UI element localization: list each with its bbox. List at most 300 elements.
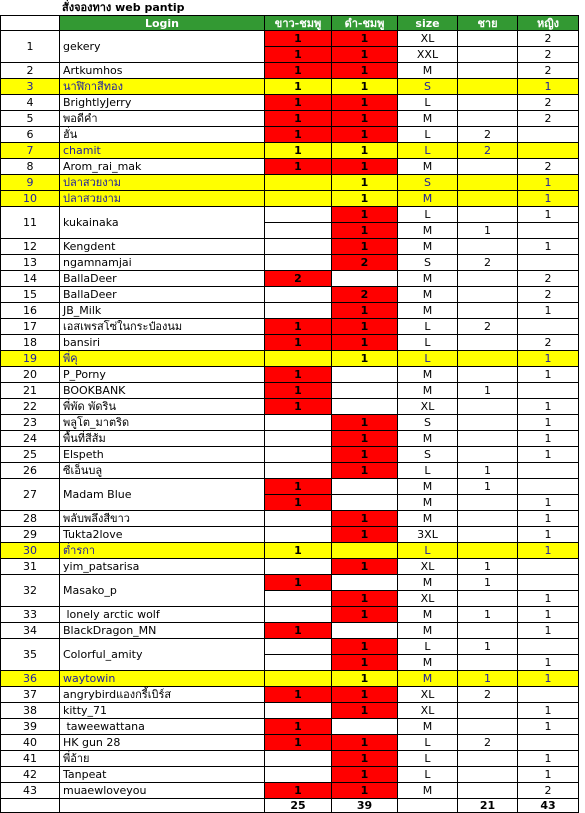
login-cell[interactable]: bansiri: [60, 335, 265, 351]
size-cell[interactable]: XXL: [398, 47, 458, 63]
size-cell[interactable]: S: [398, 447, 458, 463]
white-pink-qty-cell[interactable]: [265, 559, 332, 575]
size-cell[interactable]: 3XL: [398, 527, 458, 543]
login-cell[interactable]: พี่อ้าย: [60, 751, 265, 767]
order-number-cell[interactable]: 19: [0, 351, 60, 367]
male-qty-cell[interactable]: [458, 287, 518, 303]
header-female[interactable]: หญิง: [518, 15, 579, 31]
male-qty-cell[interactable]: [458, 79, 518, 95]
white-pink-qty-cell[interactable]: 1: [265, 95, 332, 111]
male-qty-cell[interactable]: 2: [458, 143, 518, 159]
black-pink-qty-cell[interactable]: 1: [332, 463, 398, 479]
size-cell[interactable]: XL: [398, 703, 458, 719]
login-cell[interactable]: BlackDragon_MN: [60, 623, 265, 639]
male-qty-cell[interactable]: [458, 591, 518, 607]
white-pink-qty-cell[interactable]: [265, 639, 332, 655]
black-pink-qty-cell[interactable]: 1: [332, 431, 398, 447]
female-qty-cell[interactable]: 2: [518, 47, 579, 63]
female-qty-cell[interactable]: [518, 383, 579, 399]
female-qty-cell[interactable]: [518, 687, 579, 703]
black-pink-qty-cell[interactable]: [332, 383, 398, 399]
white-pink-qty-cell[interactable]: 2: [265, 271, 332, 287]
female-qty-cell[interactable]: 2: [518, 287, 579, 303]
black-pink-qty-cell[interactable]: 1: [332, 511, 398, 527]
size-cell[interactable]: L: [398, 319, 458, 335]
login-cell[interactable]: kukainaka: [60, 207, 265, 239]
order-number-cell[interactable]: 40: [0, 735, 60, 751]
white-pink-qty-cell[interactable]: [265, 351, 332, 367]
male-qty-cell[interactable]: [458, 191, 518, 207]
black-pink-qty-cell[interactable]: 1: [332, 783, 398, 799]
login-cell[interactable]: ต่ำรกา: [60, 543, 265, 559]
size-cell[interactable]: M: [398, 223, 458, 239]
size-cell[interactable]: M: [398, 431, 458, 447]
female-qty-cell[interactable]: 2: [518, 271, 579, 287]
male-qty-cell[interactable]: [458, 47, 518, 63]
login-cell[interactable]: พี่พัด พัดริน: [60, 399, 265, 415]
order-number-cell[interactable]: 18: [0, 335, 60, 351]
size-cell[interactable]: L: [398, 735, 458, 751]
order-number-cell[interactable]: 7: [0, 143, 60, 159]
size-cell[interactable]: M: [398, 63, 458, 79]
header-black-pink[interactable]: ดำ-ชมพู: [332, 15, 398, 31]
login-cell[interactable]: HK gun 28: [60, 735, 265, 751]
login-cell[interactable]: BOOKBANK: [60, 383, 265, 399]
login-cell[interactable]: ซีเอ็นบลู: [60, 463, 265, 479]
size-cell[interactable]: XL: [398, 559, 458, 575]
order-number-cell[interactable]: 37: [0, 687, 60, 703]
order-number-cell[interactable]: 20: [0, 367, 60, 383]
size-cell[interactable]: XL: [398, 31, 458, 47]
male-qty-cell[interactable]: [458, 111, 518, 127]
white-pink-qty-cell[interactable]: 1: [265, 31, 332, 47]
white-pink-qty-cell[interactable]: 1: [265, 79, 332, 95]
order-number-cell[interactable]: 3: [0, 79, 60, 95]
total-male[interactable]: 21: [458, 799, 518, 813]
black-pink-qty-cell[interactable]: 1: [332, 767, 398, 783]
total-white-pink[interactable]: 25: [265, 799, 332, 813]
female-qty-cell[interactable]: 2: [518, 159, 579, 175]
login-cell[interactable]: BrightlyJerry: [60, 95, 265, 111]
black-pink-qty-cell[interactable]: [332, 271, 398, 287]
female-qty-cell[interactable]: 1: [518, 399, 579, 415]
size-cell[interactable]: S: [398, 415, 458, 431]
male-qty-cell[interactable]: 1: [458, 575, 518, 591]
male-qty-cell[interactable]: [458, 751, 518, 767]
female-qty-cell[interactable]: [518, 639, 579, 655]
login-cell[interactable]: yim_patsarisa: [60, 559, 265, 575]
female-qty-cell[interactable]: 1: [518, 623, 579, 639]
white-pink-qty-cell[interactable]: 1: [265, 367, 332, 383]
white-pink-qty-cell[interactable]: 1: [265, 335, 332, 351]
white-pink-qty-cell[interactable]: 1: [265, 687, 332, 703]
order-number-cell[interactable]: 1: [0, 31, 60, 63]
female-qty-cell[interactable]: [518, 143, 579, 159]
white-pink-qty-cell[interactable]: 1: [265, 111, 332, 127]
white-pink-qty-cell[interactable]: [265, 287, 332, 303]
order-number-cell[interactable]: 13: [0, 255, 60, 271]
size-cell[interactable]: M: [398, 287, 458, 303]
black-pink-qty-cell[interactable]: 1: [332, 95, 398, 111]
order-number-cell[interactable]: 38: [0, 703, 60, 719]
female-qty-cell[interactable]: 1: [518, 671, 579, 687]
female-qty-cell[interactable]: [518, 223, 579, 239]
login-cell[interactable]: เอสเพรสโซ่ในกระป๋องนม: [60, 319, 265, 335]
female-qty-cell[interactable]: 1: [518, 175, 579, 191]
order-number-cell[interactable]: 17: [0, 319, 60, 335]
female-qty-cell[interactable]: 1: [518, 655, 579, 671]
size-cell[interactable]: XL: [398, 591, 458, 607]
size-cell[interactable]: M: [398, 111, 458, 127]
white-pink-qty-cell[interactable]: 1: [265, 127, 332, 143]
white-pink-qty-cell[interactable]: [265, 703, 332, 719]
login-cell[interactable]: angrybirdแองกรี้เบิร์ส: [60, 687, 265, 703]
login-cell[interactable]: พี่คุ: [60, 351, 265, 367]
login-cell[interactable]: ngamnamjai: [60, 255, 265, 271]
male-qty-cell[interactable]: [458, 415, 518, 431]
white-pink-qty-cell[interactable]: [265, 223, 332, 239]
female-qty-cell[interactable]: [518, 735, 579, 751]
male-qty-cell[interactable]: [458, 335, 518, 351]
male-qty-cell[interactable]: 1: [458, 559, 518, 575]
white-pink-qty-cell[interactable]: 1: [265, 47, 332, 63]
female-qty-cell[interactable]: 1: [518, 495, 579, 511]
female-qty-cell[interactable]: 1: [518, 591, 579, 607]
white-pink-qty-cell[interactable]: 1: [265, 735, 332, 751]
order-number-cell[interactable]: 43: [0, 783, 60, 799]
total-female[interactable]: 43: [518, 799, 579, 813]
black-pink-qty-cell[interactable]: 1: [332, 239, 398, 255]
order-number-cell[interactable]: 32: [0, 575, 60, 607]
male-qty-cell[interactable]: [458, 31, 518, 47]
total-black-pink[interactable]: 39: [332, 799, 398, 813]
size-cell[interactable]: M: [398, 607, 458, 623]
male-qty-cell[interactable]: [458, 303, 518, 319]
order-number-cell[interactable]: 28: [0, 511, 60, 527]
size-cell[interactable]: M: [398, 367, 458, 383]
totals-blank-cell[interactable]: [398, 799, 458, 813]
white-pink-qty-cell[interactable]: [265, 415, 332, 431]
male-qty-cell[interactable]: [458, 207, 518, 223]
black-pink-qty-cell[interactable]: 1: [332, 159, 398, 175]
female-qty-cell[interactable]: 1: [518, 191, 579, 207]
female-qty-cell[interactable]: 2: [518, 335, 579, 351]
male-qty-cell[interactable]: 2: [458, 687, 518, 703]
male-qty-cell[interactable]: [458, 351, 518, 367]
size-cell[interactable]: M: [398, 623, 458, 639]
white-pink-qty-cell[interactable]: 1: [265, 319, 332, 335]
order-number-cell[interactable]: 11: [0, 207, 60, 239]
order-number-cell[interactable]: 31: [0, 559, 60, 575]
white-pink-qty-cell[interactable]: [265, 191, 332, 207]
female-qty-cell[interactable]: 1: [518, 543, 579, 559]
black-pink-qty-cell[interactable]: 1: [332, 143, 398, 159]
female-qty-cell[interactable]: 1: [518, 447, 579, 463]
black-pink-qty-cell[interactable]: 1: [332, 591, 398, 607]
male-qty-cell[interactable]: 1: [458, 383, 518, 399]
female-qty-cell[interactable]: [518, 559, 579, 575]
login-cell[interactable]: ปลาสวยงาม: [60, 191, 265, 207]
login-cell[interactable]: JB_Milk: [60, 303, 265, 319]
size-cell[interactable]: XL: [398, 687, 458, 703]
black-pink-qty-cell[interactable]: 1: [332, 735, 398, 751]
size-cell[interactable]: L: [398, 95, 458, 111]
header-size[interactable]: size: [398, 15, 458, 31]
black-pink-qty-cell[interactable]: 1: [332, 111, 398, 127]
female-qty-cell[interactable]: 1: [518, 415, 579, 431]
white-pink-qty-cell[interactable]: 1: [265, 383, 332, 399]
totals-blank-cell[interactable]: [0, 799, 60, 813]
black-pink-qty-cell[interactable]: [332, 719, 398, 735]
male-qty-cell[interactable]: [458, 767, 518, 783]
black-pink-qty-cell[interactable]: 1: [332, 175, 398, 191]
female-qty-cell[interactable]: 1: [518, 751, 579, 767]
female-qty-cell[interactable]: 1: [518, 303, 579, 319]
size-cell[interactable]: S: [398, 255, 458, 271]
white-pink-qty-cell[interactable]: [265, 431, 332, 447]
male-qty-cell[interactable]: [458, 495, 518, 511]
male-qty-cell[interactable]: [458, 511, 518, 527]
order-number-cell[interactable]: 35: [0, 639, 60, 671]
size-cell[interactable]: L: [398, 463, 458, 479]
male-qty-cell[interactable]: [458, 527, 518, 543]
black-pink-qty-cell[interactable]: [332, 623, 398, 639]
login-cell[interactable]: พลูโต_มาตริด: [60, 415, 265, 431]
black-pink-qty-cell[interactable]: [332, 495, 398, 511]
order-number-cell[interactable]: 14: [0, 271, 60, 287]
order-number-cell[interactable]: 41: [0, 751, 60, 767]
order-number-cell[interactable]: 5: [0, 111, 60, 127]
white-pink-qty-cell[interactable]: [265, 511, 332, 527]
order-number-cell[interactable]: 23: [0, 415, 60, 431]
black-pink-qty-cell[interactable]: 1: [332, 655, 398, 671]
login-cell[interactable]: Tanpeat: [60, 767, 265, 783]
totals-blank-cell[interactable]: [60, 799, 265, 813]
female-qty-cell[interactable]: 2: [518, 95, 579, 111]
female-qty-cell[interactable]: 1: [518, 511, 579, 527]
black-pink-qty-cell[interactable]: 1: [332, 703, 398, 719]
male-qty-cell[interactable]: [458, 447, 518, 463]
female-qty-cell[interactable]: 2: [518, 783, 579, 799]
male-qty-cell[interactable]: [458, 239, 518, 255]
male-qty-cell[interactable]: [458, 175, 518, 191]
login-cell[interactable]: ฮั่น: [60, 127, 265, 143]
login-cell[interactable]: ปลาสวยงาม: [60, 175, 265, 191]
white-pink-qty-cell[interactable]: 1: [265, 623, 332, 639]
female-qty-cell[interactable]: [518, 479, 579, 495]
order-number-cell[interactable]: 12: [0, 239, 60, 255]
size-cell[interactable]: S: [398, 175, 458, 191]
white-pink-qty-cell[interactable]: 1: [265, 143, 332, 159]
female-qty-cell[interactable]: 1: [518, 367, 579, 383]
male-qty-cell[interactable]: [458, 159, 518, 175]
black-pink-qty-cell[interactable]: 1: [332, 79, 398, 95]
male-qty-cell[interactable]: [458, 399, 518, 415]
login-cell[interactable]: Elspeth: [60, 447, 265, 463]
sheet-title[interactable]: สั่งจองทาง web pantip: [62, 1, 185, 14]
black-pink-qty-cell[interactable]: 1: [332, 687, 398, 703]
order-number-cell[interactable]: 39: [0, 719, 60, 735]
white-pink-qty-cell[interactable]: 1: [265, 719, 332, 735]
male-qty-cell[interactable]: [458, 703, 518, 719]
white-pink-qty-cell[interactable]: [265, 655, 332, 671]
size-cell[interactable]: M: [398, 271, 458, 287]
order-number-cell[interactable]: 34: [0, 623, 60, 639]
black-pink-qty-cell[interactable]: [332, 543, 398, 559]
white-pink-qty-cell[interactable]: [265, 591, 332, 607]
black-pink-qty-cell[interactable]: 1: [332, 559, 398, 575]
size-cell[interactable]: M: [398, 383, 458, 399]
female-qty-cell[interactable]: 1: [518, 703, 579, 719]
black-pink-qty-cell[interactable]: [332, 479, 398, 495]
female-qty-cell[interactable]: 2: [518, 31, 579, 47]
female-qty-cell[interactable]: 1: [518, 79, 579, 95]
size-cell[interactable]: L: [398, 127, 458, 143]
order-number-cell[interactable]: 29: [0, 527, 60, 543]
order-number-cell[interactable]: 30: [0, 543, 60, 559]
login-cell[interactable]: Artkumhos: [60, 63, 265, 79]
black-pink-qty-cell[interactable]: [332, 399, 398, 415]
female-qty-cell[interactable]: 1: [518, 351, 579, 367]
female-qty-cell[interactable]: 1: [518, 719, 579, 735]
female-qty-cell[interactable]: 1: [518, 767, 579, 783]
size-cell[interactable]: M: [398, 159, 458, 175]
male-qty-cell[interactable]: [458, 543, 518, 559]
login-cell[interactable]: นาฬิกาสีทอง: [60, 79, 265, 95]
size-cell[interactable]: L: [398, 767, 458, 783]
header-number[interactable]: [0, 15, 60, 31]
female-qty-cell[interactable]: 1: [518, 431, 579, 447]
order-number-cell[interactable]: 25: [0, 447, 60, 463]
login-cell[interactable]: BallaDeer: [60, 287, 265, 303]
order-number-cell[interactable]: 27: [0, 479, 60, 511]
order-number-cell[interactable]: 2: [0, 63, 60, 79]
order-number-cell[interactable]: 22: [0, 399, 60, 415]
header-male[interactable]: ชาย: [458, 15, 518, 31]
white-pink-qty-cell[interactable]: [265, 303, 332, 319]
size-cell[interactable]: S: [398, 79, 458, 95]
white-pink-qty-cell[interactable]: [265, 239, 332, 255]
male-qty-cell[interactable]: 1: [458, 671, 518, 687]
size-cell[interactable]: XL: [398, 399, 458, 415]
order-number-cell[interactable]: 8: [0, 159, 60, 175]
black-pink-qty-cell[interactable]: 1: [332, 335, 398, 351]
size-cell[interactable]: M: [398, 239, 458, 255]
white-pink-qty-cell[interactable]: 1: [265, 399, 332, 415]
login-cell[interactable]: Masako_p: [60, 575, 265, 607]
white-pink-qty-cell[interactable]: [265, 767, 332, 783]
female-qty-cell[interactable]: [518, 255, 579, 271]
order-number-cell[interactable]: 6: [0, 127, 60, 143]
black-pink-qty-cell[interactable]: 1: [332, 127, 398, 143]
black-pink-qty-cell[interactable]: 1: [332, 303, 398, 319]
size-cell[interactable]: M: [398, 495, 458, 511]
male-qty-cell[interactable]: [458, 63, 518, 79]
female-qty-cell[interactable]: 1: [518, 607, 579, 623]
male-qty-cell[interactable]: [458, 783, 518, 799]
login-cell[interactable]: waytowin: [60, 671, 265, 687]
login-cell[interactable]: BallaDeer: [60, 271, 265, 287]
white-pink-qty-cell[interactable]: [265, 255, 332, 271]
male-qty-cell[interactable]: [458, 95, 518, 111]
login-cell[interactable]: Arom_rai_mak: [60, 159, 265, 175]
order-number-cell[interactable]: 16: [0, 303, 60, 319]
male-qty-cell[interactable]: [458, 367, 518, 383]
male-qty-cell[interactable]: [458, 719, 518, 735]
size-cell[interactable]: L: [398, 335, 458, 351]
male-qty-cell[interactable]: 2: [458, 127, 518, 143]
order-number-cell[interactable]: 21: [0, 383, 60, 399]
male-qty-cell[interactable]: 2: [458, 735, 518, 751]
black-pink-qty-cell[interactable]: 1: [332, 207, 398, 223]
size-cell[interactable]: M: [398, 303, 458, 319]
login-cell[interactable]: chamit: [60, 143, 265, 159]
login-cell[interactable]: lonely arctic wolf: [60, 607, 265, 623]
login-cell[interactable]: muaewloveyou: [60, 783, 265, 799]
size-cell[interactable]: M: [398, 479, 458, 495]
login-cell[interactable]: P_Porny: [60, 367, 265, 383]
order-number-cell[interactable]: 10: [0, 191, 60, 207]
size-cell[interactable]: L: [398, 351, 458, 367]
white-pink-qty-cell[interactable]: [265, 607, 332, 623]
order-number-cell[interactable]: 36: [0, 671, 60, 687]
size-cell[interactable]: M: [398, 655, 458, 671]
login-cell[interactable]: พื้นที่สีส้ม: [60, 431, 265, 447]
female-qty-cell[interactable]: 1: [518, 239, 579, 255]
login-cell[interactable]: พลับพลึงสีขาว: [60, 511, 265, 527]
black-pink-qty-cell[interactable]: 1: [332, 319, 398, 335]
black-pink-qty-cell[interactable]: 1: [332, 527, 398, 543]
size-cell[interactable]: L: [398, 143, 458, 159]
black-pink-qty-cell[interactable]: [332, 575, 398, 591]
login-cell[interactable]: gekery: [60, 31, 265, 63]
black-pink-qty-cell[interactable]: 1: [332, 671, 398, 687]
size-cell[interactable]: M: [398, 719, 458, 735]
white-pink-qty-cell[interactable]: [265, 527, 332, 543]
white-pink-qty-cell[interactable]: 1: [265, 479, 332, 495]
male-qty-cell[interactable]: 1: [458, 639, 518, 655]
header-login[interactable]: Login: [60, 15, 265, 31]
order-number-cell[interactable]: 26: [0, 463, 60, 479]
white-pink-qty-cell[interactable]: [265, 175, 332, 191]
male-qty-cell[interactable]: 1: [458, 223, 518, 239]
white-pink-qty-cell[interactable]: 1: [265, 159, 332, 175]
white-pink-qty-cell[interactable]: [265, 751, 332, 767]
female-qty-cell[interactable]: [518, 463, 579, 479]
white-pink-qty-cell[interactable]: [265, 447, 332, 463]
size-cell[interactable]: M: [398, 575, 458, 591]
size-cell[interactable]: L: [398, 639, 458, 655]
order-number-cell[interactable]: 15: [0, 287, 60, 303]
male-qty-cell[interactable]: 1: [458, 479, 518, 495]
male-qty-cell[interactable]: [458, 271, 518, 287]
male-qty-cell[interactable]: 1: [458, 463, 518, 479]
size-cell[interactable]: M: [398, 783, 458, 799]
black-pink-qty-cell[interactable]: 1: [332, 63, 398, 79]
black-pink-qty-cell[interactable]: 1: [332, 191, 398, 207]
order-number-cell[interactable]: 4: [0, 95, 60, 111]
login-cell[interactable]: Tukta2love: [60, 527, 265, 543]
male-qty-cell[interactable]: [458, 655, 518, 671]
female-qty-cell[interactable]: 2: [518, 63, 579, 79]
black-pink-qty-cell[interactable]: 1: [332, 751, 398, 767]
female-qty-cell[interactable]: 2: [518, 111, 579, 127]
white-pink-qty-cell[interactable]: 1: [265, 575, 332, 591]
black-pink-qty-cell[interactable]: 2: [332, 287, 398, 303]
black-pink-qty-cell[interactable]: 1: [332, 223, 398, 239]
female-qty-cell[interactable]: 1: [518, 527, 579, 543]
white-pink-qty-cell[interactable]: [265, 207, 332, 223]
